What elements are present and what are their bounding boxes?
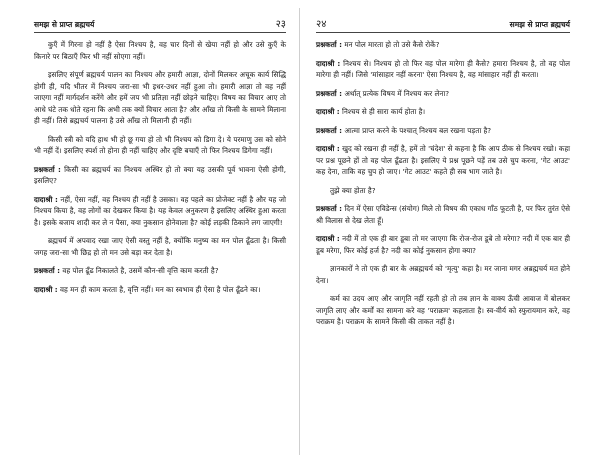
dialogue-text: मन पोल मारता हो तो उसे कैसे रोकें?	[344, 40, 440, 49]
speaker-label: प्रश्नकर्ता :	[34, 266, 61, 275]
dialogue-text: नहीं, ऐसा नहीं, वह निश्चय ही नहीं है उसका। वह पहले का प्रोजेक्ट नहीं है और यह जो निश्चय किया है, वह लोगों का देखकर किया है। यह केवल अनुकरण है इसलिए अस्थिर हुआ करता है। इसके बजाय शादी कर ले न पैसा, क्या नुकसान होनेवाला है? कोई लड़की ठिकाने लग जाएगी!	[34, 194, 286, 227]
body-paragraph: कुएँ में गिरना हो नहीं है ऐसा निश्चय है, वह चार दिनों से खेया नहीं हो और उसे कुएँ के किनारे पर बिठाएँ फिर भी नहीं सोएगा नहीं।	[34, 40, 286, 61]
speaker-label: दादाश्री :	[34, 194, 58, 204]
running-title: समझ से प्राप्त ब्रह्मचर्य	[34, 20, 95, 29]
dialogue-text: वह पोल ढूँढ निकालते है, उसमें कौन-सी वृत्ति काम करती है?	[62, 266, 219, 275]
dialogue-text: किसी का ब्रह्मचर्य का निश्चय अस्थिर हो तो क्या यह उसकी पूर्व भावना ऐसी होगी, इसलिए?	[34, 164, 286, 185]
speaker-label: दादाश्री :	[34, 284, 58, 294]
dialogue-text: खुद को रखना ही नहीं है, हमें तो 'चंदेश' से कहना है कि आप ठीक से निश्चय रखो। कहा पर प्रश्न पूछने हों तो वह पोल ढूँढता है। इसलिए ये प्रश्न पूछने पड़ें तब उसे चुप करना, 'गेट आउट' कह देना, ताकि वह चुप हो जाए। 'गेट आउट' कहते ही सब भाग जाते है।	[316, 144, 570, 176]
left-page-body	[34, 39, 286, 295]
body-paragraph: तुझे क्या होता है?	[330, 185, 376, 195]
speaker-label: प्रश्नकर्ता :	[316, 40, 343, 49]
dialogue-text: दिन में ऐसा एविडेन्स (संयोग) मिले तो विषय की एकाध गाँठ फूटती है, पर फिर तुरंत ऐसे श्री विलास से देख लेता हूँ।	[316, 204, 570, 225]
body-paragraph: इसलिए संपूर्ण ब्रह्मचर्य पालन का निश्चय और हमारी आज्ञा, दोनों मिलकर अचूक कार्य सिद्धि होगी ही, यदि भीतर में निश्चय जरा-सा भी इधर-उधर नहीं हुआ तो। हमारी आज्ञा तो वह नहीं जाएगा नहीं मार्गदर्शन करेंगे और हमें जप भी प्रतिज्ञा नहीं छोड़ने चाहिए। विषय का विचार आए तो आधे घंटे तक धोते रहना कि अभी तक क्यों विचार आता है? और आँख तो किसी के सामने मिलाना ही नहीं। तिसे ब्रह्मचर्य पालना है उसे आँख तो मिलानी ही नहीं।	[34, 70, 286, 125]
right-page	[300, 0, 600, 463]
speaker-label: दादाश्री :	[316, 144, 340, 153]
dialogue-paragraph	[316, 203, 570, 226]
dialogue-paragraph	[34, 265, 286, 277]
dialogue-text: आत्मा प्राप्त करने के पश्चात् निश्चय बल रखना पड़ता है?	[344, 125, 492, 135]
body-paragraph: किसी स्त्री को यदि हाथ भी हो छू गया हो तो भी निश्चय को डिगा दे। ये परमाणु उस को सोने भी नहीं दें। इसलिए स्पर्श तो होना ही नहीं चाहिए और दृष्टि बचाएँ तो फिर निश्चय डिगेगा नहीं।	[34, 134, 286, 155]
dialogue-paragraph	[34, 194, 286, 229]
page-number: २४	[316, 19, 327, 30]
dialogue-paragraph	[34, 164, 286, 187]
dialogue-paragraph	[316, 39, 570, 51]
dialogue-paragraph	[316, 125, 570, 137]
page-number: २३	[275, 19, 286, 30]
dialogue-paragraph	[316, 88, 570, 100]
dialogue-paragraph	[316, 58, 570, 81]
dialogue-text: निश्चय से। निश्चय हो तो फिर वह पोल मारेगा ही कैसे? हमारा निश्चय है, तो वह पोल मारेगा ही नहीं। जिसे 'मांसाहार नहीं करना' ऐसा निश्चय है, वह मांसाहार नहीं ही करता।	[316, 58, 570, 79]
running-title: समझ से प्राप्त ब्रह्मचर्य	[509, 20, 570, 29]
dialogue-text: निश्चय से ही सारा कार्य होता है।	[341, 107, 426, 116]
dialogue-paragraph	[34, 284, 286, 296]
dialogue-text: नदी में तो एक ही बार डूबा तो मर जाएगा कि रोज-रोज डूबे तो मरेगा? नदी में एक बार ही डूब मरेगा, फिर कोई हर्ज है? नदी का कोई नुकसान होगा क्या?	[316, 234, 570, 255]
dialogue-paragraph	[316, 106, 570, 118]
speaker-label: दादाश्री :	[316, 107, 340, 116]
dialogue-paragraph	[316, 233, 570, 256]
body-paragraph: ब्रह्मचर्य में अपवाद रखा जाए ऐसी वस्तु नहीं है, क्योंकि मनुष्य का मन पोल ढूँढता है। किसी जगह जरा-सा भी छिद्र हो तो मन उसे बड़ा कर देता है।	[34, 236, 286, 257]
right-page-header	[316, 18, 570, 33]
speaker-label: दादाश्री :	[316, 234, 340, 243]
speaker-label: प्रश्नकर्ता :	[316, 125, 343, 135]
speaker-label: प्रश्नकर्ता :	[34, 164, 61, 174]
speaker-label: प्रश्नकर्ता :	[316, 88, 343, 98]
dialogue-text: वह मन ही काम करता है, वृत्ति नहीं। मन का स्वभाव ही ऐसा है पोल ढूँढने का।	[59, 284, 261, 294]
dialogue-text: अर्थात् प्रत्येक विषय में निश्चय कर लेना?	[344, 88, 450, 98]
speaker-label: प्रश्नकर्ता :	[316, 204, 343, 213]
speaker-label: दादाश्री :	[316, 58, 341, 68]
dialogue-paragraph	[316, 143, 570, 178]
left-page-header	[34, 18, 286, 33]
right-page-body	[316, 39, 570, 328]
body-paragraph: कर्म का उदय आए और जागृति नहीं रहती हो तो तब ज्ञान के वाक्य ऊँची आवाज में बोलकर जागृति लाए और कर्मों का सामना करे वह 'पराक्रम' कहलाता है। स्व-वीर्य को स्फुरायमान करे, वह पराक्रम है। पराक्रम के सामने किसी की ताकत नहीं है।	[316, 294, 570, 326]
body-paragraph: ज्ञानकारों ने तो एक ही बार के अब्रह्मचर्य को 'मृत्यु' कहा है। मर जाना मगर अब्रह्मचर्य मत होने देना।	[316, 264, 570, 285]
